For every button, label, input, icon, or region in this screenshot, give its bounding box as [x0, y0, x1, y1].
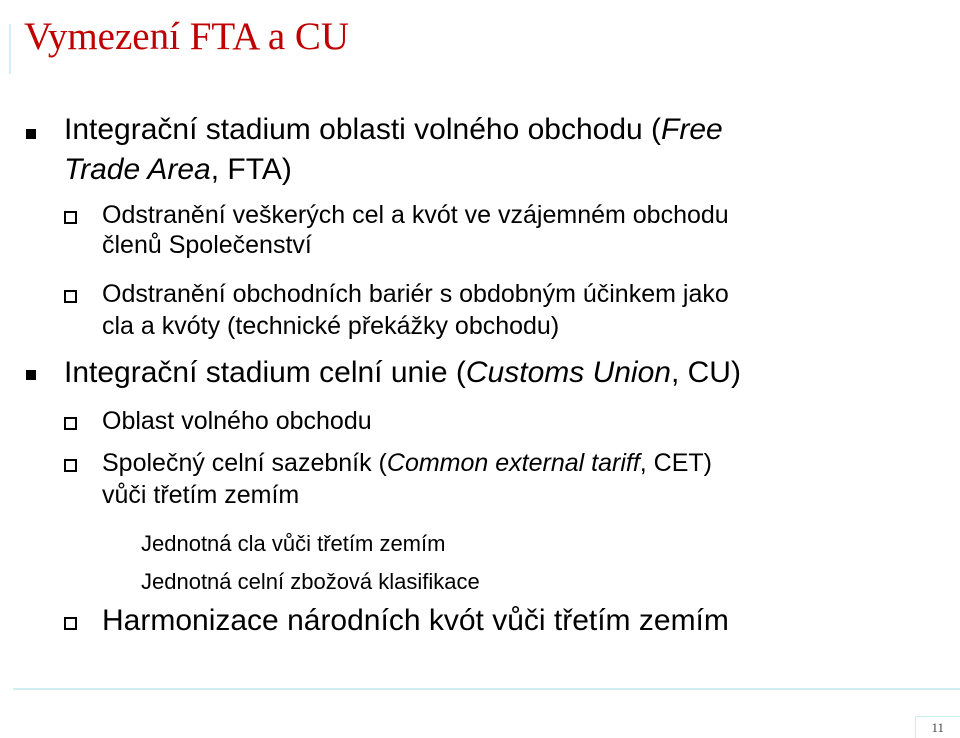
slide-title: Vymezení FTA a CU: [24, 15, 350, 58]
fta-sub2-line1: Odstranění obchodních bariér s obdobným účinkem jako: [102, 280, 729, 308]
bullet-fta-text: Integrační stadium oblasti volného obchodu (: [64, 113, 662, 146]
bullet-cu-italic: Customs Union: [465, 356, 671, 389]
bullet-cu-text-end: , CU): [670, 356, 741, 389]
fta-sub1-line2: členů Společenství: [102, 231, 312, 259]
footer-rule: [13, 688, 960, 690]
bullet-fta-italic: Free: [661, 113, 723, 146]
cu-sub2-line1: [102, 449, 712, 478]
bullet-fta-line2: [64, 153, 292, 187]
square-bullet-icon: [26, 129, 36, 139]
fta-sub2-line2: cla a kvóty (technické překážky obchodu): [102, 312, 560, 340]
fta-sub1-line1: Odstranění veškerých cel a kvót ve vzájemném obchodu: [102, 201, 729, 229]
hollow-square-bullet-icon: [64, 617, 77, 630]
page-number: 11: [931, 720, 944, 735]
cu-sub2-italic: Common external tariff: [386, 449, 640, 477]
hollow-square-bullet-icon: [64, 290, 77, 303]
cu-sub2-item2: Jednotná celní zbožová klasifikace: [141, 569, 480, 594]
bullet-fta-italic-2: Trade Area: [64, 153, 211, 186]
bullet-fta-line1: [64, 113, 723, 147]
square-bullet-icon: [26, 370, 36, 380]
cu-sub3: Harmonizace národních kvót vůči třetím zemím: [102, 604, 729, 637]
hollow-square-bullet-icon: [64, 417, 77, 430]
bullet-cu-line1: [64, 356, 741, 390]
bullet-cu-text: Integrační stadium celní unie (: [64, 356, 466, 389]
cu-sub2-item1: Jednotná cla vůči třetím zemím: [141, 531, 446, 556]
cu-sub2-text-end: , CET): [639, 449, 712, 477]
hollow-square-bullet-icon: [64, 459, 77, 472]
cu-sub1: Oblast volného obchodu: [102, 407, 372, 435]
bullet-fta-text-2: , FTA): [210, 153, 292, 186]
hollow-square-bullet-icon: [64, 211, 77, 224]
left-accent-rule: [9, 24, 11, 74]
cu-sub2-text: Společný celní sazebník (: [102, 449, 387, 477]
cu-sub2-line2: vůči třetím zemím: [102, 481, 300, 509]
